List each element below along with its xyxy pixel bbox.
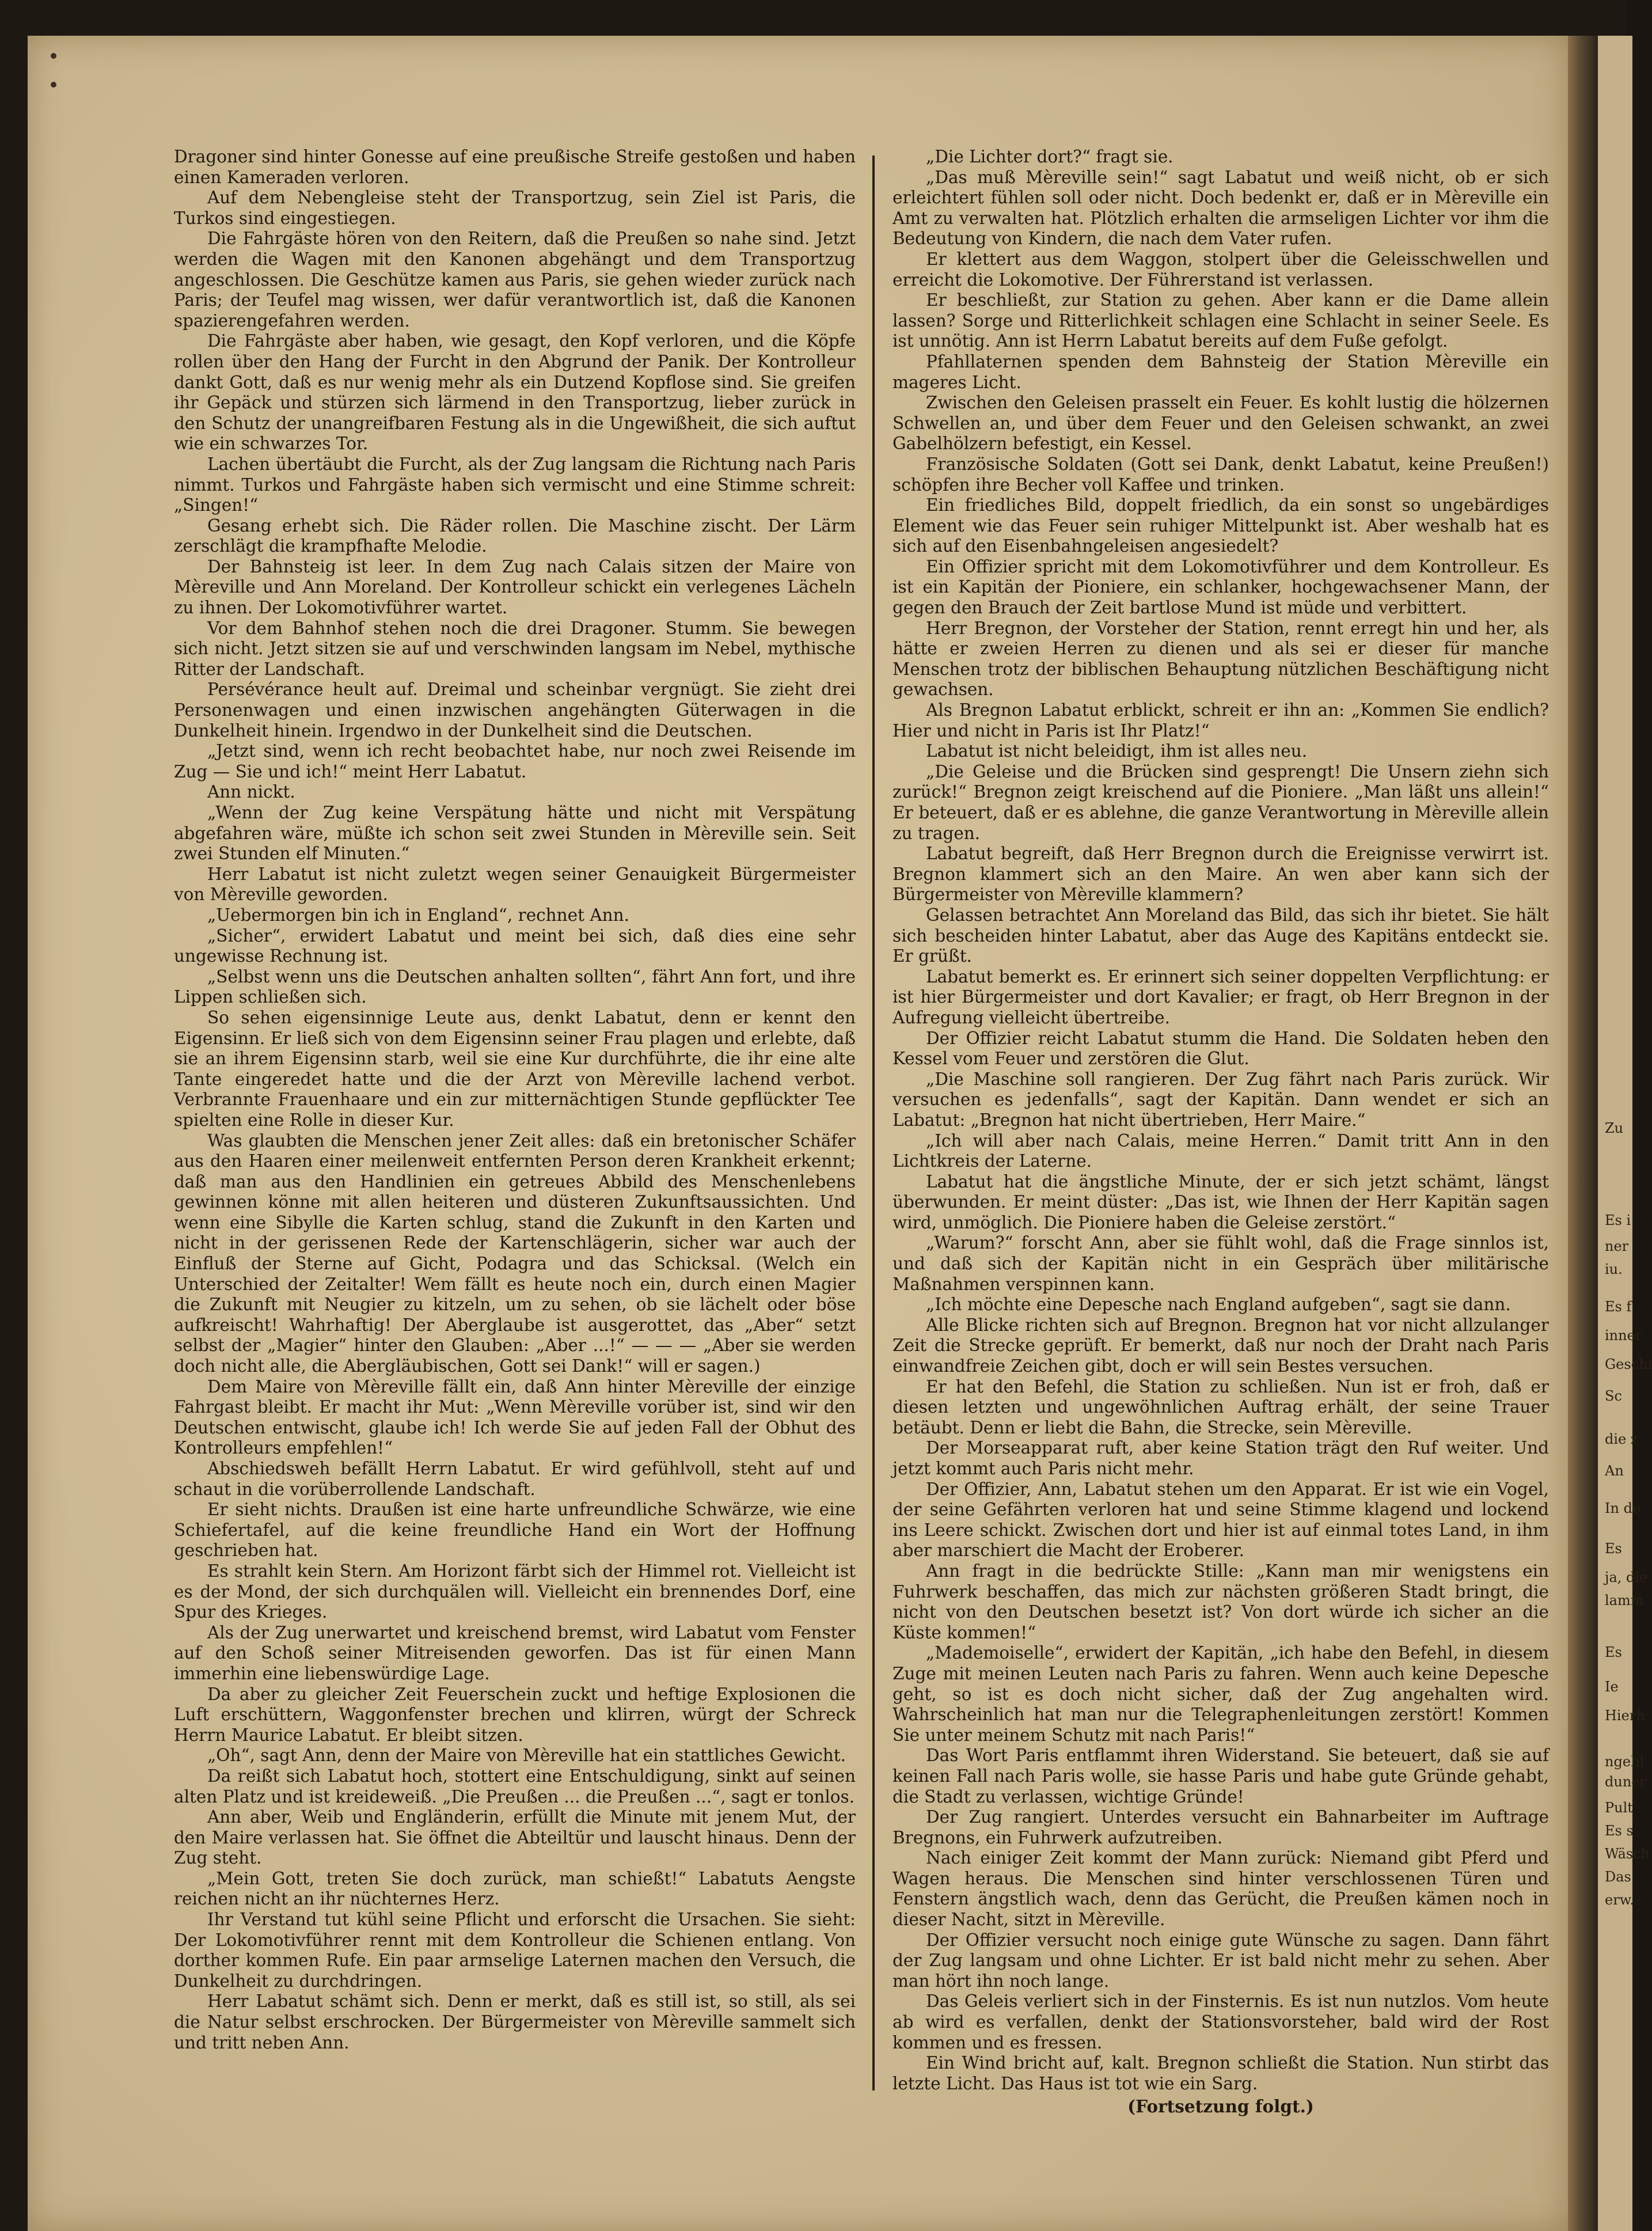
adjacent-page-strip — [1598, 36, 1652, 2231]
article-paragraph: „Die Geleise und die Brücken sind gesprengt! Die Unsern ziehn sich zurück!“ Bregnon zeigt kreischend auf die Pioniere. „Man läßt uns allein!“ Er beteuert, daß er es ablehne, die ganze Verantwortung in Mèreville allein zu tragen. — [893, 761, 1549, 843]
next-page-text-fragment: Hierh — [1605, 1708, 1645, 1724]
article-paragraph: „Ich will aber nach Calais, meine Herren.“ Damit tritt Ann in den Lichtkreis der Laterne. — [893, 1130, 1549, 1171]
article-paragraph: Das Geleis verliert sich in der Finsternis. Es ist nun nutzlos. Vom heute ab wird es verfallen, denkt der Stationsvorsteher, bald wird der Rost kommen und es fressen. — [893, 1991, 1549, 2052]
article-paragraph: „Die Lichter dort?“ fragt sie. — [926, 147, 1174, 166]
binding-hole — [51, 53, 56, 59]
article-paragraph: Er sieht nichts. Draußen ist eine harte unfreundliche Schwärze, wie eine Schiefertafel, auf die keine freundliche Hand ein Wort der Hoffnung geschrieben hat. — [174, 1500, 856, 1561]
article-paragraph: Die Fahrgäste aber haben, wie gesagt, den Kopf verloren, und die Köpfe rollen über den Hang der Furcht in den Abgrund der Panik. Der Kontrolleur dankt Gott, daß es nur wenig mehr als ein Dutzend Kopflose sind. Sie greifen ihr Gepäck und stürzen sich lärmend in den Transportzug, lieber zurück in den Schutz der unangreifbaren Festung als in die Ungewißheit, die sich auftut wie ein schwarzes Tor. — [174, 331, 856, 454]
article-paragraph: Zwischen den Geleisen prasselt ein Feuer. Es kohlt lustig die hölzernen Schwellen an, und über dem Feuer und den Geleisen schwankt, an zwei Gabelhölzern befestigt, ein Kessel. — [893, 393, 1549, 454]
article-paragraph: Als der Zug unerwartet und kreischend bremst, wird Labatut vom Fenster auf den Schoß seiner Mitreisenden geworfen. Das ist für einen Mann immerhin eine liebenswürdige Lage. — [174, 1622, 856, 1683]
article-paragraph: So sehen eigensinnige Leute aus, denkt Labatut, denn er kennt den Eigensinn. Er ließ sich von dem Eigensinn seiner Frau plagen und erlebte, daß sie an ihrem Eigensinn starb, weil sie eine Kur durchführte, die ihr eine alte Tante eingeredet hatte und die der Arzt von Mèreville lachend verbot. Verbrannte Frauenhaare und ein zur mitternächtigen Stunde gepflückter Tee spielten eine Rolle in dieser Kur. — [174, 1007, 856, 1130]
column-divider — [872, 155, 875, 2090]
article-paragraph: Er hat den Befehl, die Station zu schließen. Nun ist er froh, daß er diesen letzten und ungewöhnlichen Auftrag erhält, der seine Trauer betäubt. Denn er liebt die Bahn, die Strecke, sein Mèreville. — [893, 1376, 1549, 1437]
next-page-text-fragment: lamm — [1605, 1592, 1644, 1608]
article-paragraph: Ann nickt. — [207, 782, 295, 802]
article-paragraph: Labatut hat die ängstliche Minute, der er sich jetzt schämt, längst überwunden. Er meint düster: „Das ist, wie Ihnen der Herr Kapitän sagen wird, unmöglich. Die Pioniere haben die Geleise zerstört.“ — [893, 1171, 1549, 1232]
next-page-text-fragment: Pult — [1605, 1800, 1633, 1816]
article-paragraph: Ann fragt in die bedrückte Stille: „Kann man mir wenigstens ein Fuhrwerk beschaffen, das mich zur nächsten größeren Stadt bringt, die nicht von den Deutschen besetzt ist? Von dort würde ich sicher an die Küste kommen!“ — [893, 1561, 1549, 1642]
next-page-text-fragment: Geschi — [1605, 1356, 1652, 1372]
article-paragraph: Abschiedsweh befällt Herrn Labatut. Er wird gefühlvoll, steht auf und schaut in die vorüberrollende Landschaft. — [174, 1459, 856, 1499]
article-paragraph: Da aber zu gleicher Zeit Feuerschein zuckt und heftige Explosionen die Luft erschüttern, Waggonfenster brechen und klirren, würgt der Schreck Herrn Maurice Labatut. Er bleibt sitzen. — [174, 1684, 856, 1745]
next-page-text-fragment: Wäsch — [1605, 1846, 1650, 1862]
article-paragraph: Lachen übertäubt die Furcht, als der Zug langsam die Richtung nach Paris nimmt. Turkos und Fahrgäste haben sich vermischt und eine Stimme schreit: „Singen!“ — [174, 454, 856, 515]
next-page-text-fragment: Es i — [1605, 1212, 1631, 1228]
article-paragraph: „Oh“, sagt Ann, denn der Maire von Mèreville hat ein stattliches Gewicht. — [207, 1746, 846, 1766]
article-paragraph: Ihr Verstand tut kühl seine Pflicht und erforscht die Ursachen. Sie sieht: Der Lokomotivführer rennt mit dem Kontrolleur die Schienen entlang. Von dorther kommen Rufe. Ein paar armselige Laternen machen den Versuch, die Dunkelheit zu durchdringen. — [174, 1910, 856, 1991]
next-page-text-fragment: die z — [1605, 1431, 1638, 1447]
article-paragraph: Der Offizier versucht noch einige gute Wünsche zu sagen. Dann fährt der Zug langsam und ohne Lichter. Er ist bald nicht mehr zu sehen. Aber man hört ihn noch lange. — [893, 1930, 1549, 1991]
article-paragraph: Dragoner sind hinter Gonesse auf eine preußische Streife gestoßen und haben einen Kameraden verloren. — [174, 147, 856, 187]
article-paragraph: Der Offizier, Ann, Labatut stehen um den Apparat. Er ist wie ein Vogel, der seine Gefährten verloren hat und seine Stimme klagend und lockend ins Leere schickt. Zwischen dort und hier ist auf einmal totes Land, in ihm aber marschiert die Macht der Eroberer. — [893, 1479, 1549, 1561]
article-paragraph: Der Bahnsteig ist leer. In dem Zug nach Calais sitzen der Maire von Mèreville und Ann Moreland. Der Kontrolleur schickt ein verlegenes Lächeln zu ihnen. Der Lokomotivführer wartet. — [174, 556, 856, 618]
article-paragraph: Da reißt sich Labatut hoch, stottert eine Entschuldigung, sinkt auf seinen alten Platz und ist kreideweiß. „Die Preußen ... die Preußen ...“, sagt er tonlos. — [174, 1766, 856, 1807]
article-paragraph: Vor dem Bahnhof stehen noch die drei Dragoner. Stumm. Sie bewegen sich nicht. Jetzt sitzen sie auf und verschwinden langsam im Nebel, mythische Ritter der Landschaft. — [174, 618, 856, 679]
left-text-column — [174, 147, 856, 2139]
article-paragraph: Nach einiger Zeit kommt der Mann zurück: Niemand gibt Pferd und Wagen heraus. Die Menschen sind hinter verschlossenen Türen und Fenstern ängstlich wach, denn das Gerücht, die Preußen kämen noch in dieser Nacht, sitzt in Mèreville. — [893, 1848, 1549, 1930]
next-page-text-fragment: iu. — [1605, 1261, 1623, 1277]
next-page-text-fragment: inner — [1605, 1327, 1642, 1344]
next-page-text-fragment: erw. — [1605, 1892, 1634, 1908]
article-paragraph: Es strahlt kein Stern. Am Horizont färbt sich der Himmel rot. Vielleicht ist es der Mond, der sich durchquälen will. Vielleicht ein brennendes Dorf, eine Spur des Krieges. — [174, 1561, 856, 1622]
article-paragraph: Ein Wind bricht auf, kalt. Bregnon schließt die Station. Nun stirbt das letzte Licht. Das Haus ist tot wie ein Sarg. — [893, 2053, 1549, 2093]
article-paragraph: Das Wort Paris entflammt ihren Widerstand. Sie beteuert, daß sie auf keinen Fall nach Paris wolle, sie hasse Paris und habe gute Gründe gehabt, die Stadt zu verlassen, wichtige Gründe! — [893, 1746, 1549, 1807]
next-page-text-fragment: Zu — [1605, 1120, 1624, 1136]
next-page-text-fragment: In de — [1605, 1500, 1641, 1516]
article-paragraph: Er klettert aus dem Waggon, stolpert über die Geleisschwellen und erreicht die Lokomotive. Der Führerstand ist verlassen. — [893, 249, 1549, 290]
article-paragraph: „Das muß Mèreville sein!“ sagt Labatut und weiß nicht, ob er sich erleichtert fühlen soll oder nicht. Doch bedenkt er, daß er in Mèreville ein Amt zu verwalten hat. Plötzlich erhalten die armseligen Lichter vor ihm die Bedeutung von Kindern, die nach dem Vater rufen. — [893, 167, 1549, 249]
next-page-text-fragment: An — [1605, 1463, 1624, 1479]
article-paragraph: Pfahllaternen spenden dem Bahnsteig der Station Mèreville ein mageres Licht. — [893, 351, 1549, 392]
article-paragraph: „Die Maschine soll rangieren. Der Zug fährt nach Paris zurück. Wir versuchen es jedenfalls“, sagt der Kapitän. Dann wendet er sich an Labatut: „Bregnon hat nicht übertrieben, Herr Maire.“ — [893, 1069, 1549, 1130]
article-paragraph: Der Zug rangiert. Unterdes versucht ein Bahnarbeiter im Auftrage Bregnons, ein Fuhrwerk aufzutreiben. — [893, 1807, 1549, 1847]
article-paragraph: Ann aber, Weib und Engländerin, erfüllt die Minute mit jenem Mut, der den Maire verlassen hat. Sie öffnet die Abteiltür und lauscht hinaus. Denn der Zug steht. — [174, 1807, 856, 1868]
article-paragraph: Was glaubten die Menschen jener Zeit alles: daß ein bretonischer Schäfer aus den Haaren einer meilenweit entfernten Person deren Krankheit erkennt; daß man aus den Handlinien ein getreues Abbild des Menschenlebens gewinnen könne mit allen heiteren und düsteren Zukunftsaussichten. Und wenn eine Sibylle die Karten schlug, stand die Zukunft in den Karten und nicht in der gerissenen Rede der Kartenschlägerin, sicher war auch der Einfluß der Sterne auf Gicht, Podagra und das Schicksal. (Welch ein Unterschied der Zeitalter! Wem fällt es heute noch ein, durch einen Magier die Zukunft mit Neugier zu kitzeln, um zu sehen, ob sie lächelt oder böse aufkreischt! Wahrhaftig! Der Aberglaube ist ausgerottet, das „Aber“ setzt selbst der „Magier“ hinter den Glauben: „Aber ...!“ — — — „Aber sie werden doch nicht alle, die Abergläubischen, Gott sei Dank!“ will er sagen.) — [174, 1130, 856, 1376]
article-paragraph: Ein friedliches Bild, doppelt friedlich, da ein sonst so ungebärdiges Element wie das Feuer sein ruhiger Mittelpunkt ist. Aber weshalb hat es sich auf den Eisenbahngeleisen angesiedelt? — [893, 495, 1549, 556]
article-paragraph: Dem Maire von Mèreville fällt ein, daß Ann hinter Mèreville der einzige Fahrgast bleibt. Er macht ihr Mut: „Wenn Mèreville vorüber ist, sind wir den Deutschen entwischt, glaube ich! Ich werde Sie auf jeden Fall der Obhut des Kontrolleurs empfehlen!“ — [174, 1376, 856, 1458]
article-paragraph: Persévérance heult auf. Dreimal und scheinbar vergnügt. Sie zieht drei Personenwagen und einen inzwischen angehängten Güterwagen in die Dunkelheit hinein. Irgendwo in der Dunkelheit sind die Deutschen. — [174, 680, 856, 741]
right-text-column — [893, 147, 1549, 2139]
next-page-text-fragment: Es — [1605, 1644, 1622, 1660]
article-paragraph: Herr Labatut ist nicht zuletzt wegen seiner Genauigkeit Bürgermeister von Mèreville geworden. — [174, 864, 856, 905]
next-page-text-fragment: Es — [1605, 1541, 1622, 1557]
article-paragraph: Gesang erhebt sich. Die Räder rollen. Die Maschine zischt. Der Lärm zerschlägt die krampfhafte Melodie. — [174, 515, 856, 556]
article-paragraph: Der Morseapparat ruft, aber keine Station trägt den Ruf weiter. Und jetzt kommt auch Paris nicht mehr. — [893, 1438, 1549, 1478]
next-page-text-fragment: ngehl — [1605, 1754, 1645, 1770]
article-paragraph: Alle Blicke richten sich auf Bregnon. Bregnon hat vor nicht allzulanger Zeit die Strecke geprüft. Er bemerkt, daß nur noch der Draht nach Paris einwandfreie Zeichen gibt, doch er will sein Bestes versuchen. — [893, 1315, 1549, 1376]
article-paragraph: Labatut bemerkt es. Er erinnert sich seiner doppelten Verpflichtung: er ist hier Bürgermeister und dort Kavalier; er fragt, ob Herr Bregnon in der Aufregung vielleicht übertreibe. — [893, 966, 1549, 1027]
continuation-note: (Fortsetzung folgt.) — [1127, 2096, 1314, 2117]
article-paragraph: Als Bregnon Labatut erblickt, schreit er ihn an: „Kommen Sie endlich? Hier und nicht in Paris ist Ihr Platz!“ — [893, 700, 1549, 741]
article-paragraph: Er beschließt, zur Station zu gehen. Aber kann er die Dame allein lassen? Sorge und Ritterlichkeit schlagen eine Schlacht in seiner Seele. Es ist unnötig. Ann ist Herrn Labatut bereits auf dem Fuße gefolgt. — [893, 290, 1549, 351]
next-page-text-fragment: Es f — [1605, 1299, 1632, 1315]
article-paragraph: Auf dem Nebengleise steht der Transportzug, sein Ziel ist Paris, die Turkos sind eingestiegen. — [174, 188, 856, 228]
article-paragraph: „Selbst wenn uns die Deutschen anhalten sollten“, fährt Ann fort, und ihre Lippen schließen sich. — [174, 966, 856, 1007]
article-paragraph: „Jetzt sind, wenn ich recht beobachtet habe, nur noch zwei Reisende im Zug — Sie und ich!“ meint Herr Labatut. — [174, 741, 856, 781]
article-paragraph: „Wenn der Zug keine Verspätung hätte und nicht mit Verspätung abgefahren wäre, müßte ich schon seit zwei Stunden in Mèreville sein. Seit zwei Stunden elf Minuten.“ — [174, 803, 856, 864]
book-gutter — [1568, 36, 1598, 2231]
article-paragraph: Labatut begreift, daß Herr Bregnon durch die Ereignisse verwirrt ist. Bregnon klammert sich an den Maire. An wen aber kann sich der Bürgermeister von Mèreville klammern? — [893, 844, 1549, 905]
article-paragraph: „Warum?“ forscht Ann, aber sie fühlt wohl, daß die Frage sinnlos ist, und daß sich der Kapitän nicht in ein Gespräch über militärische Maßnahmen verspinnen kann. — [893, 1233, 1549, 1294]
article-paragraph: Herr Bregnon, der Vorsteher der Station, rennt erregt hin und her, als hätte er zweien Herren zu dienen und als sei er dieser für manche Menschen trotz der biblischen Behauptung nützlichen Beschäftigung nicht gewachsen. — [893, 618, 1549, 700]
next-page-text-fragment: Ie — [1605, 1679, 1619, 1695]
next-page-text-fragment: Das — [1605, 1869, 1631, 1885]
article-paragraph: „Ich möchte eine Depesche nach England aufgeben“, sagt sie dann. — [926, 1295, 1511, 1315]
next-page-text-fragment: ja, die — [1605, 1569, 1648, 1585]
next-page-text-fragment: Sc — [1605, 1388, 1622, 1404]
article-paragraph: Gelassen betrachtet Ann Moreland das Bild, das sich ihr bietet. Sie hält sich bescheiden hinter Labatut, aber das Auge des Kapitäns entdeckt sie. Er grüßt. — [893, 905, 1549, 966]
article-paragraph: Die Fahrgäste hören von den Reitern, daß die Preußen so nahe sind. Jetzt werden die Wagen mit den Kanonen abgehängt und dem Transportzug angeschlossen. Die Geschütze kamen aus Paris, sie gehen wieder zurück nach Paris; der Teufel mag wissen, wer dafür verantwortlich ist, daß die Kanonen spazierengefahren werden. — [174, 229, 856, 331]
article-paragraph: Ein Offizier spricht mit dem Lokomotivführer und dem Kontrolleur. Es ist ein Kapitän der Pioniere, ein schlanker, hochgewachsener Mann, der gegen den Brauch der Zeit bartlose Mund ist müde und verbittert. — [893, 556, 1549, 618]
next-page-text-fragment: ner — [1605, 1238, 1629, 1254]
article-paragraph: „Uebermorgen bin ich in England“, rechnet Ann. — [207, 905, 630, 925]
article-paragraph: „Sicher“, erwidert Labatut und meint bei sich, daß dies eine sehr ungewisse Rechnung ist. — [174, 925, 856, 966]
binding-hole — [51, 82, 56, 88]
article-paragraph: Französische Soldaten (Gott sei Dank, denkt Labatut, keine Preußen!) schöpfen ihre Becher voll Kaffee und trinken. — [893, 454, 1549, 495]
next-page-text-fragment: duner — [1605, 1774, 1646, 1790]
article-paragraph: Labatut ist nicht beleidigt, ihm ist alles neu. — [926, 741, 1308, 761]
article-paragraph: Der Offizier reicht Labatut stumm die Hand. Die Soldaten heben den Kessel vom Feuer und zerstören die Glut. — [893, 1028, 1549, 1069]
article-paragraph: „Mademoiselle“, erwidert der Kapitän, „ich habe den Befehl, in diesem Zuge mit meinen Leuten nach Paris zu fahren. Wenn auch keine Depesche geht, so ist es doch nicht sicher, daß der Zug angehalten wird. Wahrscheinlich hat man nur die Telegraphenleitungen zerstört! Kommen Sie unter meinem Schutz mit nach Paris!“ — [893, 1643, 1549, 1745]
article-paragraph: „Mein Gott, treten Sie doch zurück, man schießt!“ Labatuts Aengste reichen nicht an ihr nüchternes Herz. — [174, 1868, 856, 1909]
next-page-text-fragment: Es s — [1605, 1823, 1634, 1839]
article-paragraph: Herr Labatut schämt sich. Denn er merkt, daß es still ist, so still, als sei die Natur selbst erschrocken. Der Bürgermeister von Mèreville sammelt sich und tritt neben Ann. — [174, 1991, 856, 2052]
